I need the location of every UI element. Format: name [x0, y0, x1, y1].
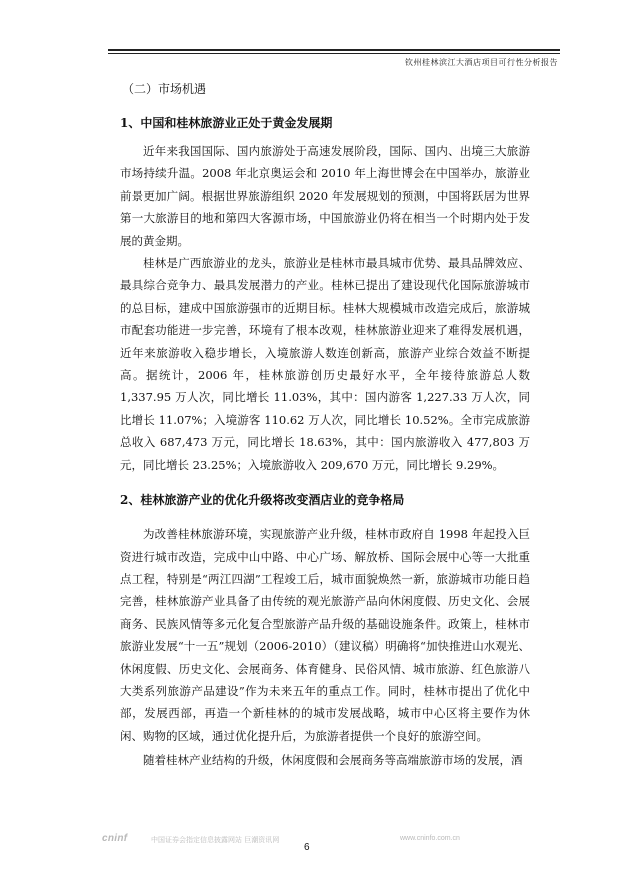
header-rule-thin — [108, 53, 560, 54]
footer-url: www.cninfo.com.cn — [400, 835, 460, 842]
document-body — [120, 80, 530, 772]
paragraph-city-upgrade: 为改善桂林旅游环境，实现旅游产业升级，桂林市政府自 1998 年起投入巨资进行城市改造，完成中山中路、中心广场、解放桥、国际会展中心等一大批重点工程，特别是“两江四湖”工程竣工后，城市面貌焕然一新，旅游城市功能日趋完善，桂林旅游产业具备了由传统的观光旅游产品向休闲度假、历史文化、会展商务、民族风情等多元化复合型旅游产品升级的基础设施条件。政策上，桂林市旅游业发展“十一五”规划（2006-2010）（建议稿）明确将“加快推进山水观光、休闲度假、历史文化、会展商务、体育健身、民俗风情、城市旅游、红色旅游八大类系列旅游产品建设”作为未来五年的重点工作。同时，桂林市提出了优化中部，发展西部，再造一个新桂林的的城市发展战略，城市中心区将主要作为休闲、购物的区域，通过优化提升后，为旅游者提供一个良好的旅游空间。 — [120, 527, 530, 743]
cninf-logo: cninf — [102, 833, 128, 844]
paragraph-guilin-tourism: 桂林是广西旅游业的龙头，旅游业是桂林市最具城市优势、最具品牌效应、最具综合竞争力、最具发展潜力的产业。桂林已提出了建设现代化国际旅游城市的总目标，建成中国旅游强市的近期目标。桂林大规模城市改造完成后，旅游城市配套功能进一步完善，环境有了根本改观，桂林旅游业迎来了难得发展机遇，近年来旅游收入稳步增长，入境旅游人数连创新高，旅游产业综合效益不断提高。据统计，2006 年，桂林旅游创历史最好水平，全年接待旅游总人数 1,337.95 万人次，同比增长 11.03%，其中：国内游客 1,227.33 万人次，同比增长 11.07%；入境游客 110.62 万人次，同比增长 10.52%。全市完成旅游总收入 687,473 万元，同比增长 18.63%，其中：国内旅游收入 477,803 万元，同比增长 23.25%；入境旅游收入 209,670 万元，同比增长 9.29%。 — [120, 256, 530, 472]
section-title: （二）市场机遇 — [122, 82, 207, 96]
paragraph-hotel-market: 随着桂林产业结构的升级，休闲度假和会展商务等高端旅游市场的发展，酒 — [143, 753, 523, 768]
heading-golden-period: 1、中国和桂林旅游业正处于黄金发展期 — [120, 116, 333, 130]
heading-industry-upgrade: 2、桂林旅游产业的优化升级将改变酒店业的竞争格局 — [120, 493, 405, 508]
footer-provider-text: 中国证券会指定信息披露网站 巨潮资讯网 — [151, 836, 280, 844]
page-number: 6 — [304, 842, 310, 853]
paragraph-national-tourism: 近年来我国国际、国内旅游处于高速发展阶段，国际、国内、出境三大旅游市场持续升温。2008 年北京奥运会和 2010 年上海世博会在中国举办，旅游业前景更加广阔。根据世界旅游组织 2020 年发展规划的预测，中国将跃居为世界第一大旅游目的地和第四大客源市场，中国旅游业仍将在相当一个时期内处于发展的黄金期。 — [120, 144, 530, 248]
report-header-title: 钦州桂林滨江大酒店项目可行性分析报告 — [405, 58, 558, 67]
header-rule — [108, 49, 560, 51]
